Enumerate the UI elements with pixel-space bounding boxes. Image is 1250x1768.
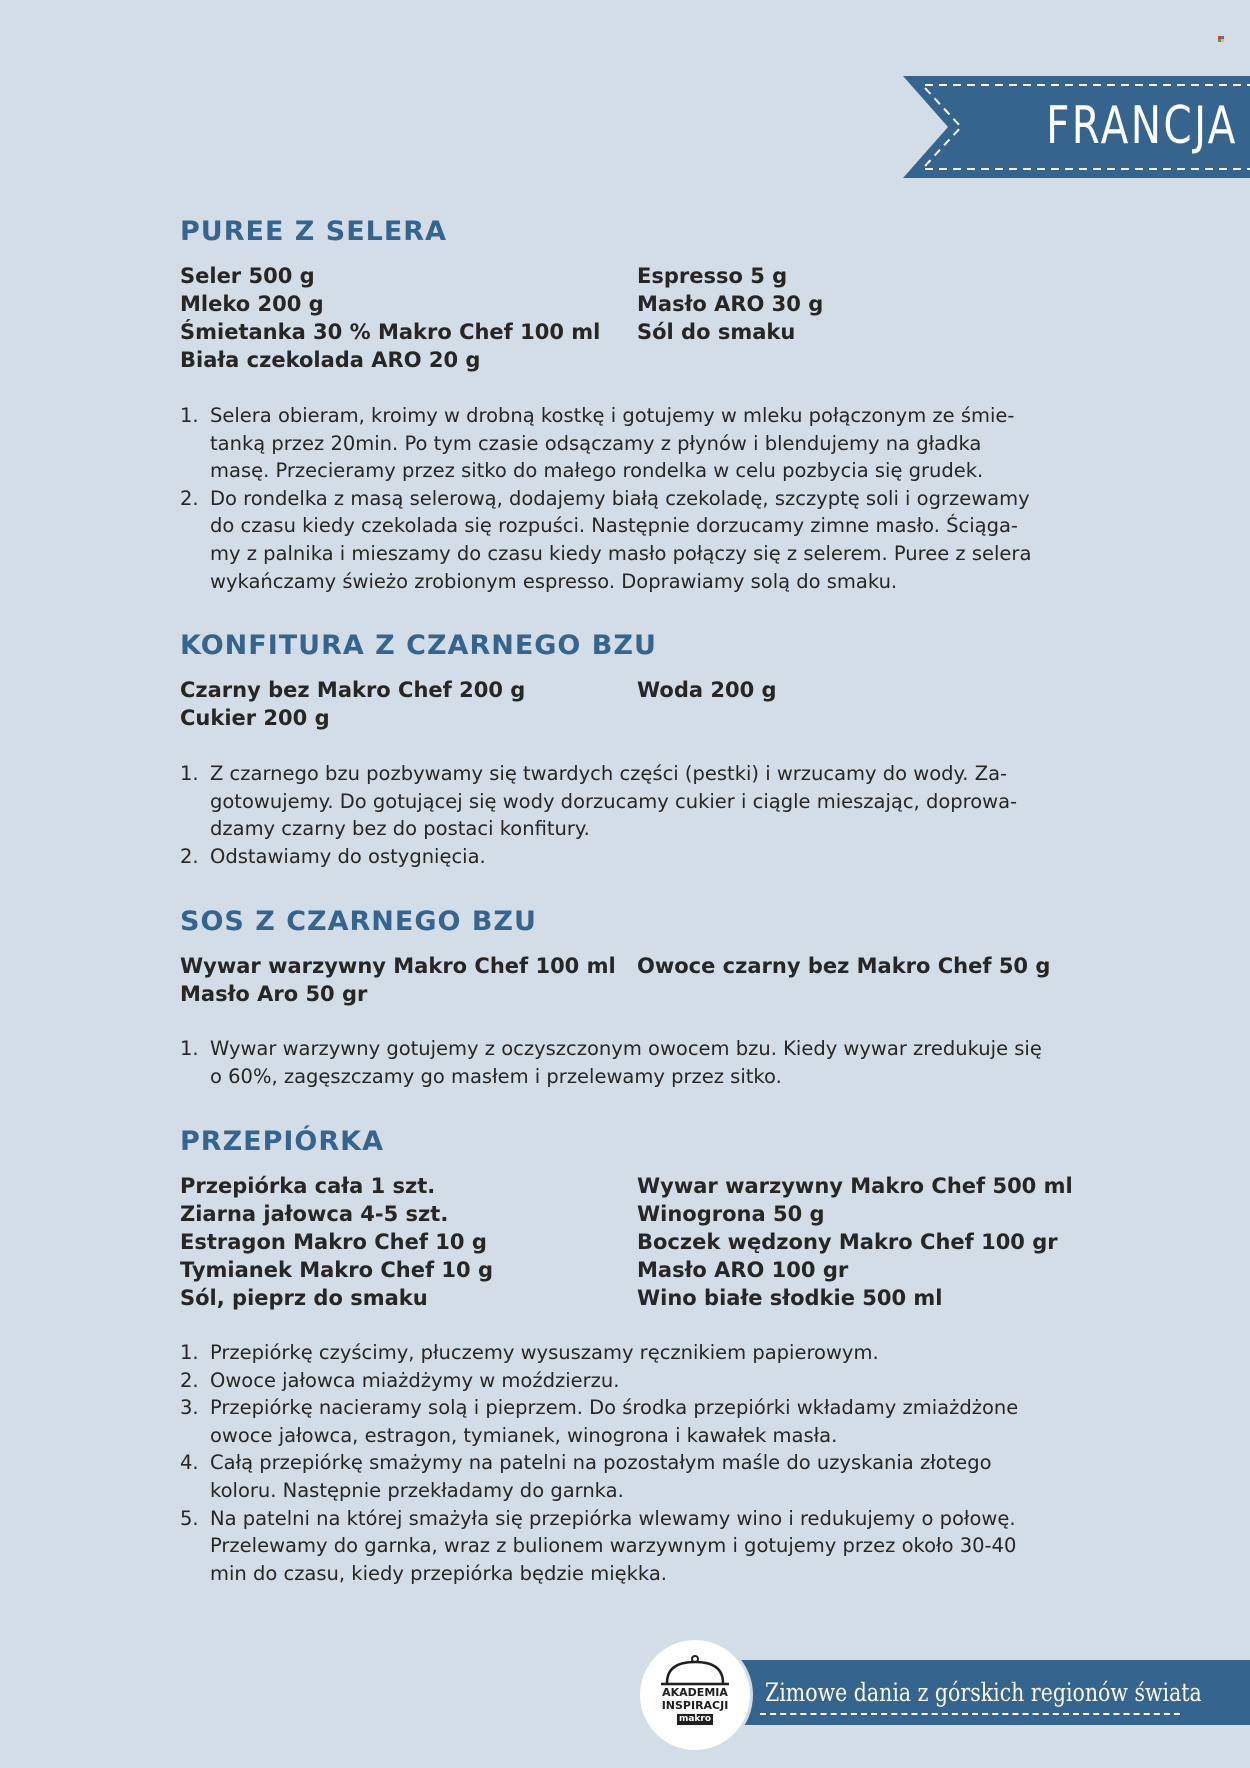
steps-list <box>180 1339 1068 1587</box>
step-item <box>180 1339 1068 1367</box>
step-number: 1. <box>180 1341 199 1364</box>
step-text: Całą przepiórkę smażymy na patelni na pozostałym maśle do uzyskania złotego <box>210 1451 992 1475</box>
step-item <box>180 485 1068 595</box>
steps-list <box>180 1035 1068 1090</box>
step-text: wykańczamy świeżo zrobionym espresso. Doprawiamy solą do smaku. <box>210 569 898 593</box>
ingredient: Ziarna jałowca 4-5 szt. <box>180 1202 449 1226</box>
step-text: Przepiórkę nacieramy solą i pieprzem. Do środka przepiórki wkładamy zmiażdżone <box>210 1396 1019 1420</box>
ingredient: Cukier 200 g <box>180 706 330 730</box>
footer-tagline: Zimowe dania z górskich regionów świata <box>765 1678 1202 1707</box>
step-text: tanką przez 20min. Po tym czasie odsączamy z płynów i blendujemy na gładka <box>210 431 982 455</box>
step-item <box>180 760 1068 843</box>
ingredient: Winogrona 50 g <box>637 1202 825 1226</box>
step-item <box>180 843 1068 871</box>
step-text: o 60%, zagęszczamy go masłem i przelewamy przez sitko. <box>210 1064 782 1088</box>
ingredient: Masło ARO 30 g <box>637 292 824 316</box>
ingredient: Przepiórka cała 1 szt. <box>180 1174 436 1198</box>
ingredient: Espresso 5 g <box>637 264 788 288</box>
color-mark-icon <box>1218 36 1224 42</box>
step-item <box>180 402 1068 485</box>
step-number: 1. <box>180 1037 199 1060</box>
cloche-icon <box>651 1653 739 1687</box>
step-text: do czasu kiedy czekolada się rozpuści. Następnie dorzucamy zimne masło. Ściąga- <box>210 514 1018 538</box>
logo-text: makro <box>678 1714 712 1724</box>
step-number: 2. <box>180 844 199 868</box>
country-title: FRANCJA <box>1046 96 1238 156</box>
step-text: Do rondelka z masą selerową, dodajemy białą czekoladę, szczyptę soli i ogrzewamy <box>210 486 1030 510</box>
step-number: 1. <box>180 404 199 427</box>
ingredient: Masło ARO 100 gr <box>637 1258 849 1282</box>
step-text: Odstawiamy do ostygnięcia. <box>210 844 486 868</box>
step-text: min do czasu, kiedy przepiórka będzie miękka. <box>210 1561 667 1585</box>
step-number: 1. <box>180 762 199 785</box>
step-text: dzamy czarny bez do postaci konfitury. <box>210 817 590 841</box>
recipe-section-przepiorka <box>180 1125 1073 1585</box>
section-title: PRZEPIÓRKA <box>180 1126 384 1157</box>
step-text: Przepiórkę czyścimy, płuczemy wysuszamy ręcznikiem papierowym. <box>210 1341 879 1364</box>
section-title: KONFITURA Z CZARNEGO BZU <box>180 630 657 661</box>
ingredients-list <box>180 262 1068 374</box>
ingredient: Owoce czarny bez Makro Chef 50 g <box>637 954 1051 978</box>
ingredient: Tymianek Makro Chef 10 g <box>180 1258 493 1282</box>
recipe-section-konfitura <box>180 629 1068 868</box>
step-text: my z palnika i mieszamy do czasu kiedy masło połączy się z selerem. Puree z selera <box>210 541 1032 565</box>
step-text: Na patelni na której smażyła się przepiórka wlewamy wino i redukujemy o połowę. <box>210 1506 1016 1530</box>
step-item <box>180 1367 1068 1395</box>
logo-text: INSPIRACJI <box>661 1699 729 1712</box>
step-item <box>180 1505 1068 1588</box>
ingredient: Wywar warzywny Makro Chef 100 ml <box>180 954 616 978</box>
ingredient: Masło Aro 50 gr <box>180 982 368 1006</box>
step-number: 2. <box>180 1368 199 1392</box>
ingredient: Boczek wędzony Makro Chef 100 gr <box>637 1230 1058 1254</box>
ingredient: Czarny bez Makro Chef 200 g <box>180 678 526 702</box>
recipe-section-puree <box>180 215 1068 593</box>
step-text: Wywar warzywny gotujemy z oczyszczonym owocem bzu. Kiedy wywar zredukuje się <box>210 1037 1042 1060</box>
footer-divider <box>760 1713 1180 1715</box>
ingredient: Sól, pieprz do smaku <box>180 1286 428 1310</box>
step-text: Owoce jałowca miażdżymy w moździerzu. <box>210 1368 620 1392</box>
ingredients-list <box>180 676 1068 732</box>
section-title: SOS Z CZARNEGO BZU <box>180 906 537 937</box>
step-text: masę. Przecieramy przez sitko do małego rondelka w celu pozbycia się grudek. <box>210 459 984 483</box>
ingredients-list <box>180 952 1068 1008</box>
ingredient: Wino białe słodkie 500 ml <box>637 1286 943 1310</box>
step-number: 2. <box>180 486 199 510</box>
step-text: gotowujemy. Do gotującej się wody dorzucamy cukier i ciągle mieszając, doprowa- <box>210 789 1018 813</box>
steps-list <box>180 402 1068 595</box>
recipe-section-sos <box>180 905 1068 1088</box>
ingredients-list <box>180 1172 1073 1312</box>
ingredient: Śmietanka 30 % Makro Chef 100 ml <box>180 320 601 344</box>
ingredient: Seler 500 g <box>180 264 315 288</box>
section-title: PUREE Z SELERA <box>180 216 447 247</box>
step-number: 5. <box>180 1506 199 1530</box>
steps-list <box>180 760 1068 870</box>
step-text: koloru. Następnie przekładamy do garnka. <box>210 1478 624 1502</box>
step-item <box>180 1394 1068 1449</box>
ingredient: Woda 200 g <box>637 678 777 702</box>
step-text: Przelewamy do garnka, wraz z bulionem warzywnym i gotujemy przez około 30-40 <box>210 1534 1017 1558</box>
ingredient: Sól do smaku <box>637 320 796 344</box>
ingredient: Mleko 200 g <box>180 292 324 316</box>
step-text: owoce jałowca, estragon, tymianek, winogrona i kawałek masła. <box>210 1423 838 1447</box>
step-item <box>180 1449 1068 1504</box>
logo-text: AKADEMIA <box>662 1686 728 1699</box>
step-text: Z czarnego bzu pozbywamy się twardych części (pestki) i wrzucamy do wody. Za- <box>210 762 1008 785</box>
step-number: 3. <box>180 1396 199 1420</box>
ingredient: Estragon Makro Chef 10 g <box>180 1230 487 1254</box>
step-text: Selera obieram, kroimy w drobną kostkę i gotujemy w mleku połączonym ze śmie- <box>210 404 1015 427</box>
ingredient: Wywar warzywny Makro Chef 500 ml <box>637 1174 1073 1198</box>
ingredient: Biała czekolada ARO 20 g <box>180 348 481 372</box>
akademia-logo <box>640 1640 750 1750</box>
country-banner <box>903 76 1250 178</box>
step-item <box>180 1035 1068 1090</box>
step-number: 4. <box>180 1451 199 1475</box>
